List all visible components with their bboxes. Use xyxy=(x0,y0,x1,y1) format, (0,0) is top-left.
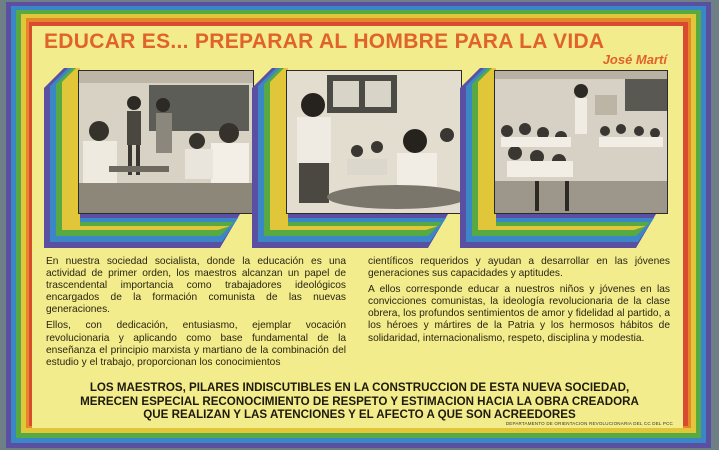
closing-line: QUE REALIZAN Y LAS ATENCIONES Y EL AFECTO A QUE SON ACREEDORES xyxy=(143,408,576,421)
body-paragraph: Ellos, con dedicación, entusiasmo, ejemplar vocación revolucionaria y aplicando como base fundamental de la enseñanza el principio marxista y martiano de la combinación del estudio y el trabajo, proporcionan los conocimientos xyxy=(46,320,346,368)
headline: EDUCAR ES... PREPARAR AL HOMBRE PARA LA VIDA xyxy=(44,30,605,53)
classroom-photo-3 xyxy=(494,70,668,214)
closing-line: LOS MAESTROS, PILARES INDISCUTIBLES EN LA CONSTRUCCION DE ESTA NUEVA SOCIEDAD, xyxy=(89,381,630,394)
body-text-right xyxy=(368,256,670,349)
body-text-left xyxy=(46,256,346,373)
closing-statement xyxy=(34,381,685,422)
body-paragraph: científicos requeridos y ayudan a desarrollar en las jóvenes generaciones sus capacidades y aptitudes. xyxy=(368,256,670,280)
body-paragraph: En nuestra sociedad socialista, donde la educación es una actividad de primer orden, los maestros alcanzan un papel de trascendental importancia como trabajadores ideológicos encargados de la formación comunista de las nuevas generaciones. xyxy=(46,256,346,316)
classroom-photo-2 xyxy=(286,70,462,214)
closing-line: MERECEN ESPECIAL RECONOCIMIENTO DE RESPETO Y ESTIMACION HACIA LA OBRA CREADORA xyxy=(80,394,639,408)
body-paragraph: A ellos corresponde educar a nuestros niños y jóvenes en las convicciones comunistas, la ideología revolucionaria de la clase obrera, los profundos sentimientos de amor y fidelidad al partido, a los héroes y mártires de la Patria y los hermosos hábitos de solidaridad, internacionalismo, respeto, disciplina y modestia. xyxy=(368,284,670,344)
classroom-photo-1 xyxy=(78,70,254,214)
author: José Martí xyxy=(602,52,667,67)
publisher-credit: DEPARTAMENTO DE ORIENTACION REVOLUCIONARIA DEL CC DEL PCC xyxy=(505,421,673,426)
